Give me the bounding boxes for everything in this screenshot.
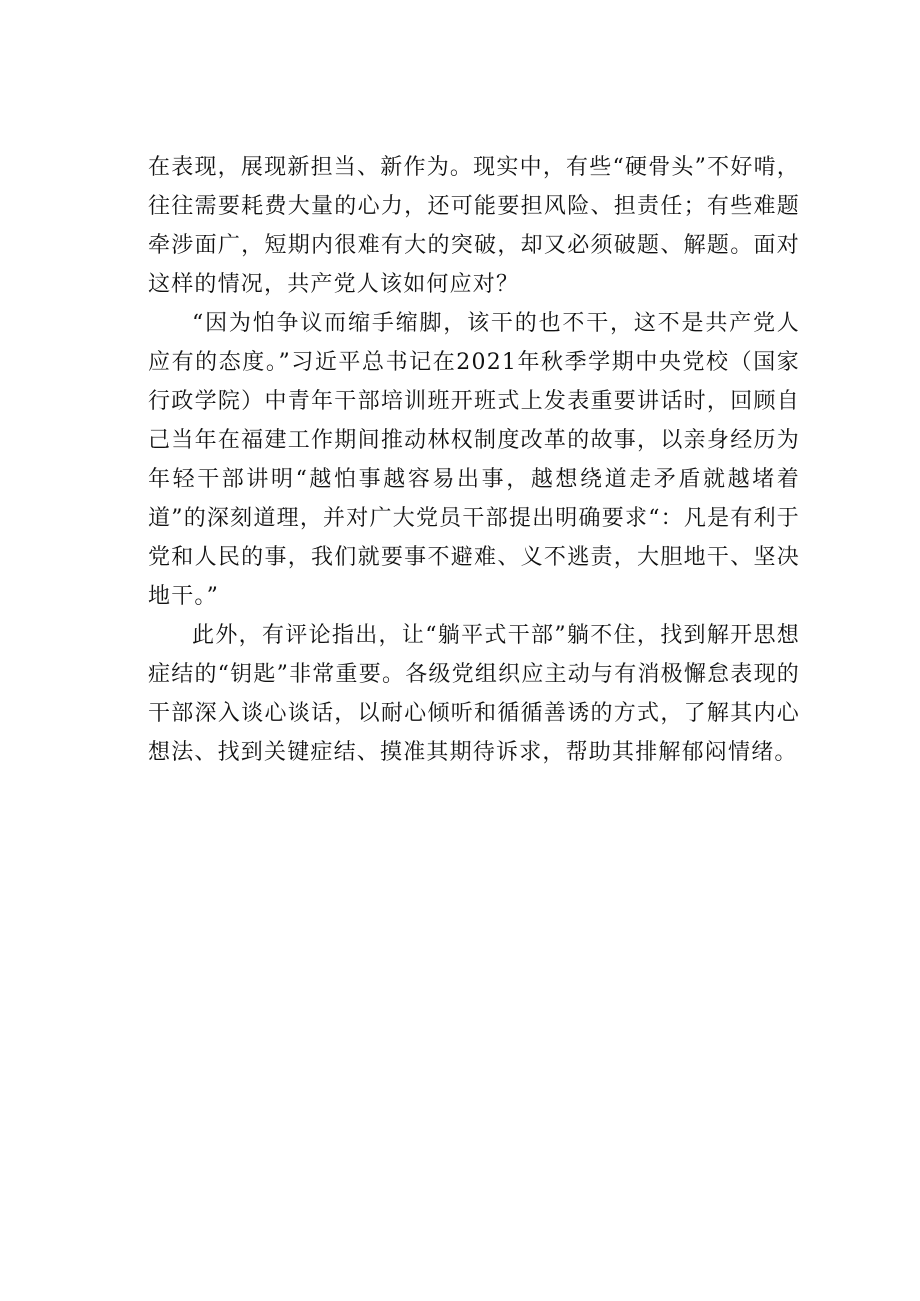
- paragraph-quote: “因为怕争议而缩手缩脚，该干的也不干，这不是共产党人应有的态度。”习近平总书记在2021年秋季学期中央党校（国家行政学院）中青年干部培训班开班式上发表重要讲话时，回顾自己当年在福建工作期间推动林权制度改革的故事，以亲身经历为年轻干部讲明“越怕事越容易出事，越想绕道走矛盾就越堵着道”的深刻道理，并对广大党员干部提出明确要求“：凡是有利于党和人民的事，我们就要事不避难、义不逃责，大胆地干、坚决地干。”: [148, 311, 800, 609]
- paragraph-continuation: 在表现，展现新担当、新作为。现实中，有些“硬骨头”不好啃，往往需要耗费大量的心力，还可能要担风险、担责任；有些难题牵涉面广，短期内很难有大的突破，却又必须破题、解题。面对这样的情况，共产党人该如何应对？: [148, 155, 800, 297]
- paragraph-commentary: 此外，有评论指出，让“躺平式干部”躺不住，找到解开思想症结的“钥匙”非常重要。各级党组织应主动与有消极懈怠表现的干部深入谈心谈话，以耐心倾听和循循善诱的方式，了解其内心想法、找到关键症结、摸准其期待诉求，帮助其排解郁闷情绪。: [148, 623, 800, 765]
- article-body: [148, 148, 800, 772]
